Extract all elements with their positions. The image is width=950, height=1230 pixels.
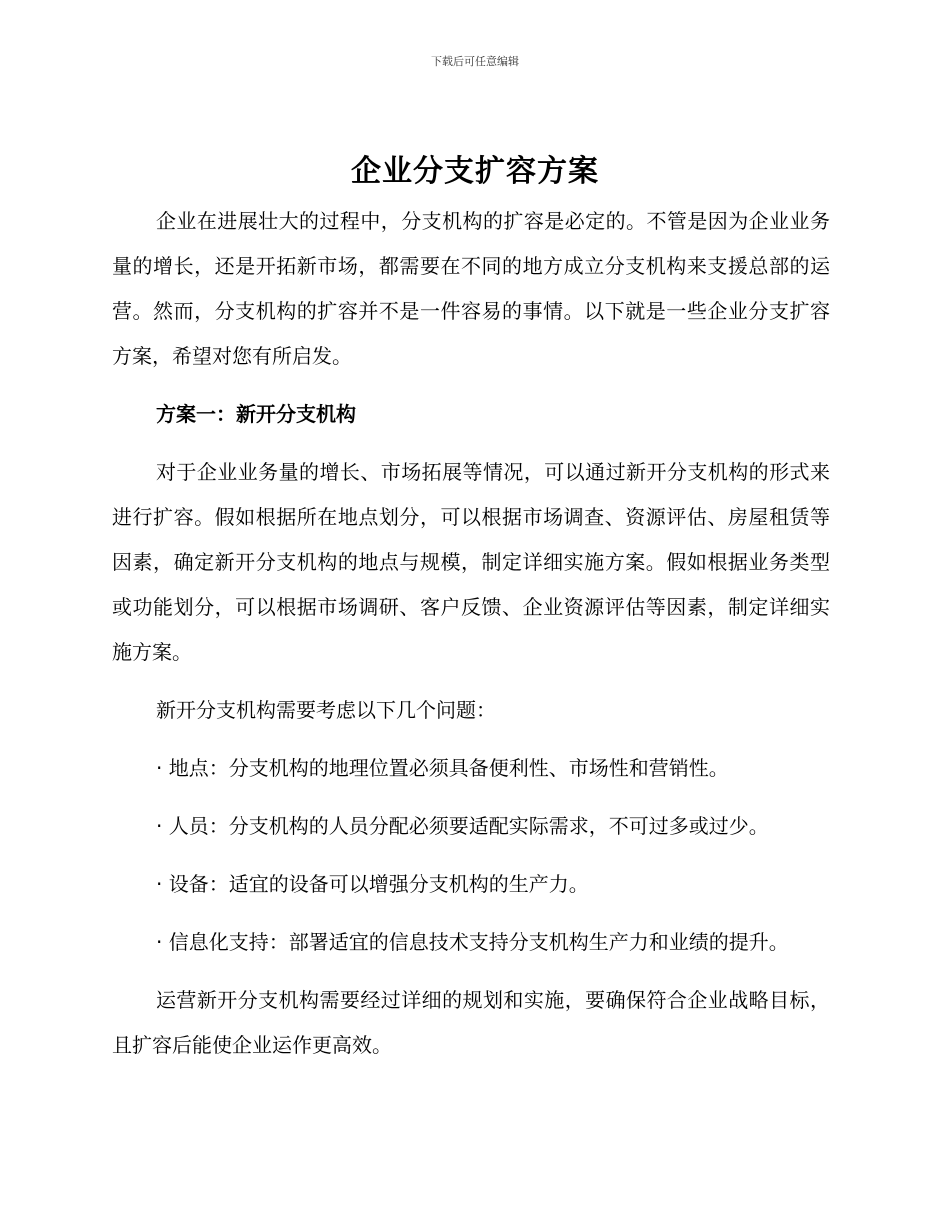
- section-paragraph: 对于企业业务量的增长、市场拓展等情况，可以通过新开分支机构的形式来进行扩容。假如根据所在地点划分，可以根据市场调查、资源评估、房屋租赁等因素，确定新开分支机构的地点与规模，制定详细实施方案。假如根据业务类型或功能划分，可以根据市场调研、客户反馈、企业资源评估等因素，制定详细实施方案。: [112, 460, 830, 664]
- list-item-it-support: · 信息化支持：部署适宜的信息技术支持分支机构生产力和业绩的提升。: [156, 930, 789, 954]
- document-title: 企业分支扩容方案: [351, 154, 599, 189]
- section-heading: 方案一：新开分支机构: [156, 402, 356, 426]
- list-item-staff: · 人员：分支机构的人员分配必须要适配实际需求，不可过多或过少。: [156, 814, 769, 838]
- header-note: 下载后可任意编辑: [431, 55, 519, 68]
- conclusion-paragraph: 运营新开分支机构需要经过详细的规划和实施，要确保符合企业战略目标，且扩容后能使企业运作更高效。: [112, 988, 830, 1057]
- list-item-equipment: · 设备：适宜的设备可以增强分支机构的生产力。: [156, 872, 589, 896]
- list-item-location: · 地点：分支机构的地理位置必须具备便利性、市场性和营销性。: [156, 756, 729, 780]
- list-intro: 新开分支机构需要考虑以下几个问题：: [156, 698, 496, 722]
- document-body: [112, 199, 830, 1068]
- intro-paragraph: 企业在进展壮大的过程中，分支机构的扩容是必定的。不管是因为企业业务量的增长，还是开拓新市场，都需要在不同的地方成立分支机构来支援总部的运营。然而，分支机构的扩容并不是一件容易的事情。以下就是一些企业分支扩容方案，希望对您有所启发。: [112, 209, 830, 368]
